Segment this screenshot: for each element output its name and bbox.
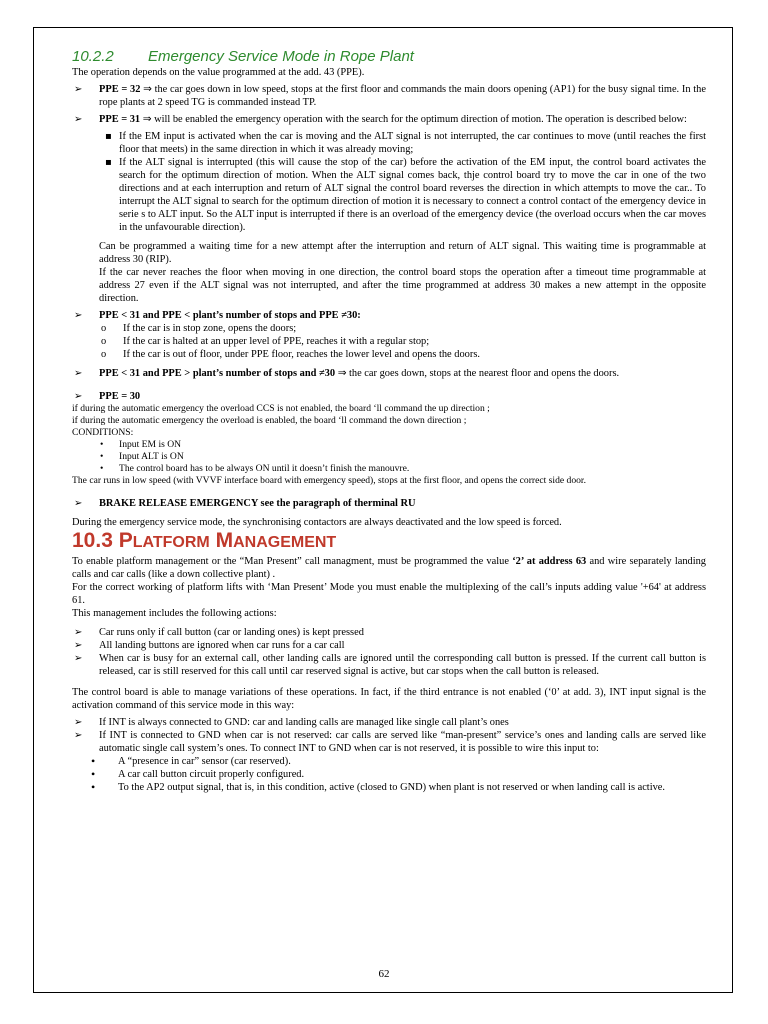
action-item: ➢ Car runs only if call button (car or landing ones) is kept pressed: [72, 626, 706, 639]
list-item: o If the car is in stop zone, opens the doors;: [72, 322, 706, 335]
implies-icon: ⇒: [337, 368, 347, 379]
ppe-gt-item: ➢ PPE < 31 and PPE > plant’s number of stops and ≠30 ⇒ the car goes down, stops at the nearest floor and opens the doors.: [72, 367, 706, 380]
conditions-label: CONDITIONS:: [72, 427, 134, 438]
int-item: ➢ If INT is always connected to GND: car and landing calls are managed like single call plant’s ones: [72, 716, 706, 729]
wire-option: • A “presence in car” sensor (car reserved).: [72, 755, 706, 768]
platform-p3: This management includes the following actions:: [72, 608, 277, 619]
page-number: 62: [378, 968, 390, 980]
paragraph-wait: Can be programmed a waiting time for a new attempt after the interruption and return of ALT signal. This waiting time is programmable at address 30 (RIP).: [99, 241, 706, 265]
list-item: o If the car is out of floor, under PPE floor, reaches the lower level and opens the doors.: [72, 348, 706, 361]
brake-release-item: ➢ BRAKE RELEASE EMERGENCY see the paragraph of therminal RU: [72, 497, 706, 510]
sub-bullet: ▪ If the EM input is activated when the car is moving and the ALT signal is not interrupted, the car continues to move (until reaches the first floor that meets) in the same direction in which it was already moving;: [72, 130, 706, 156]
intro-text: The operation depends on the value programmed at the add. 43 (PPE).: [72, 67, 365, 78]
action-item: ➢ When car is busy for an external call, other landing calls are ignored until the corresponding call button is pressed. If the current call button is released, car is still reserved for this call until car reserved signal is active, but car stops when the call button is released.: [72, 652, 706, 678]
ppe-lt31-heading: ➢ PPE < 31 and PPE < plant’s number of stops and PPE ≠30:: [72, 309, 706, 322]
document-body: [72, 48, 706, 794]
ppe30-line: if during the automatic emergency the overload is enabled, the board ‘ll command the down direction ;: [72, 415, 467, 426]
platform-p2: For the correct working of platform lifts with ‘Man Present’ Mode you must enable the multiplexing of the call’s inputs adding value '+64' at address 61.: [72, 582, 706, 606]
platform-p4: The control board is able to manage variations of these operations. In fact, if the third entrance is not enabled (‘0’ at add. 3), INT input signal is the activation command of this service mode in this way:: [72, 687, 706, 711]
implies-icon: ⇒: [143, 84, 152, 95]
section-heading-10-2-2: 10.2.2 Emergency Service Mode in Rope Plant: [72, 48, 414, 65]
condition-item: • Input EM is ON: [72, 439, 706, 451]
condition-item: • The control board has to be always ON until it doesn’t finish the manouvre.: [72, 463, 706, 475]
ppe30-item: ➢ PPE = 30: [72, 390, 706, 403]
ppe32-item: ➢ PPE = 32 ⇒ the car goes down in low speed, stops at the first floor and commands the main doors opening (AP1) for the busy signal time. In the rope plants at 2 speed TG is commanded instead TP.: [72, 83, 706, 109]
action-item: ➢ All landing buttons are ignored when car runs for a car call: [72, 639, 706, 652]
platform-p1: To enable platform management or the “Man Present” call managment, must be programmed the value ‘2’ at address 63 and wire separately landing calls and car calls (like a down collective plant) .: [72, 556, 706, 580]
wire-option: • A car call button circuit properly configured.: [72, 768, 706, 781]
condition-item: • Input ALT is ON: [72, 451, 706, 463]
list-item: o If the car is halted at an upper level of PPE, reaches it with a regular stop;: [72, 335, 706, 348]
paragraph-never: If the car never reaches the floor when moving in one direction, the control board stops the operation after a timeout time programmable at address 27 even if the ALT signal was not interrupted, and after the time programmed at address 30 makes a new attempt in the opposite direction.: [99, 267, 706, 304]
sub-bullet: ▪ If the ALT signal is interrupted (this will cause the stop of the car) before the activation of the EM input, the control board activates the search for the optimum direction of motion. When the ALT signal comes back, thje control board try to move the car in one of the two directions and at each interruption and return of ALT signal the control board reverses the direction in which attempts to move the car.. To interrupt the ALT signal to search for the optimum direction of motion it is necessary to connect a control contact of the emergency device in serie s to ALT input. So the ALT input is interrupted if there is an overload of the emergency device (the overload occurs when the car moves in the unfavourable direction).: [72, 156, 706, 234]
int-item: ➢ If INT is connected to GND when car is not reserved: car calls are served like “man-present” service’s ones and landing calls are served like automatic single call system’s ones. To connect INT to GND when car is not reserved, it is possible to wire this input to:: [72, 729, 706, 755]
wire-option: • To the AP2 output signal, that is, in this condition, active (closed to GND) when plant is not reserved or when landing call is active.: [72, 781, 706, 794]
implies-icon: ⇒: [142, 114, 152, 125]
section-heading-10-3: 10.3 PLATFORM MANAGEMENT: [72, 529, 337, 552]
ppe30-line: if during the automatic emergency the overload CCS is not enabled, the board ‘ll command the up direction ;: [72, 403, 490, 414]
ppe31-item: ➢ PPE = 31 ⇒ will be enabled the emergency operation with the search for the optimum direction of motion. The operation is described below:: [72, 113, 706, 126]
sync-text: During the emergency service mode, the synchronising contactors are always deactivated and the low speed is forced.: [72, 517, 562, 528]
ppe30-tail: The car runs in low speed (with VVVF interface board with emergency speed), stops at the first floor, and opens the correct side door.: [72, 475, 586, 486]
